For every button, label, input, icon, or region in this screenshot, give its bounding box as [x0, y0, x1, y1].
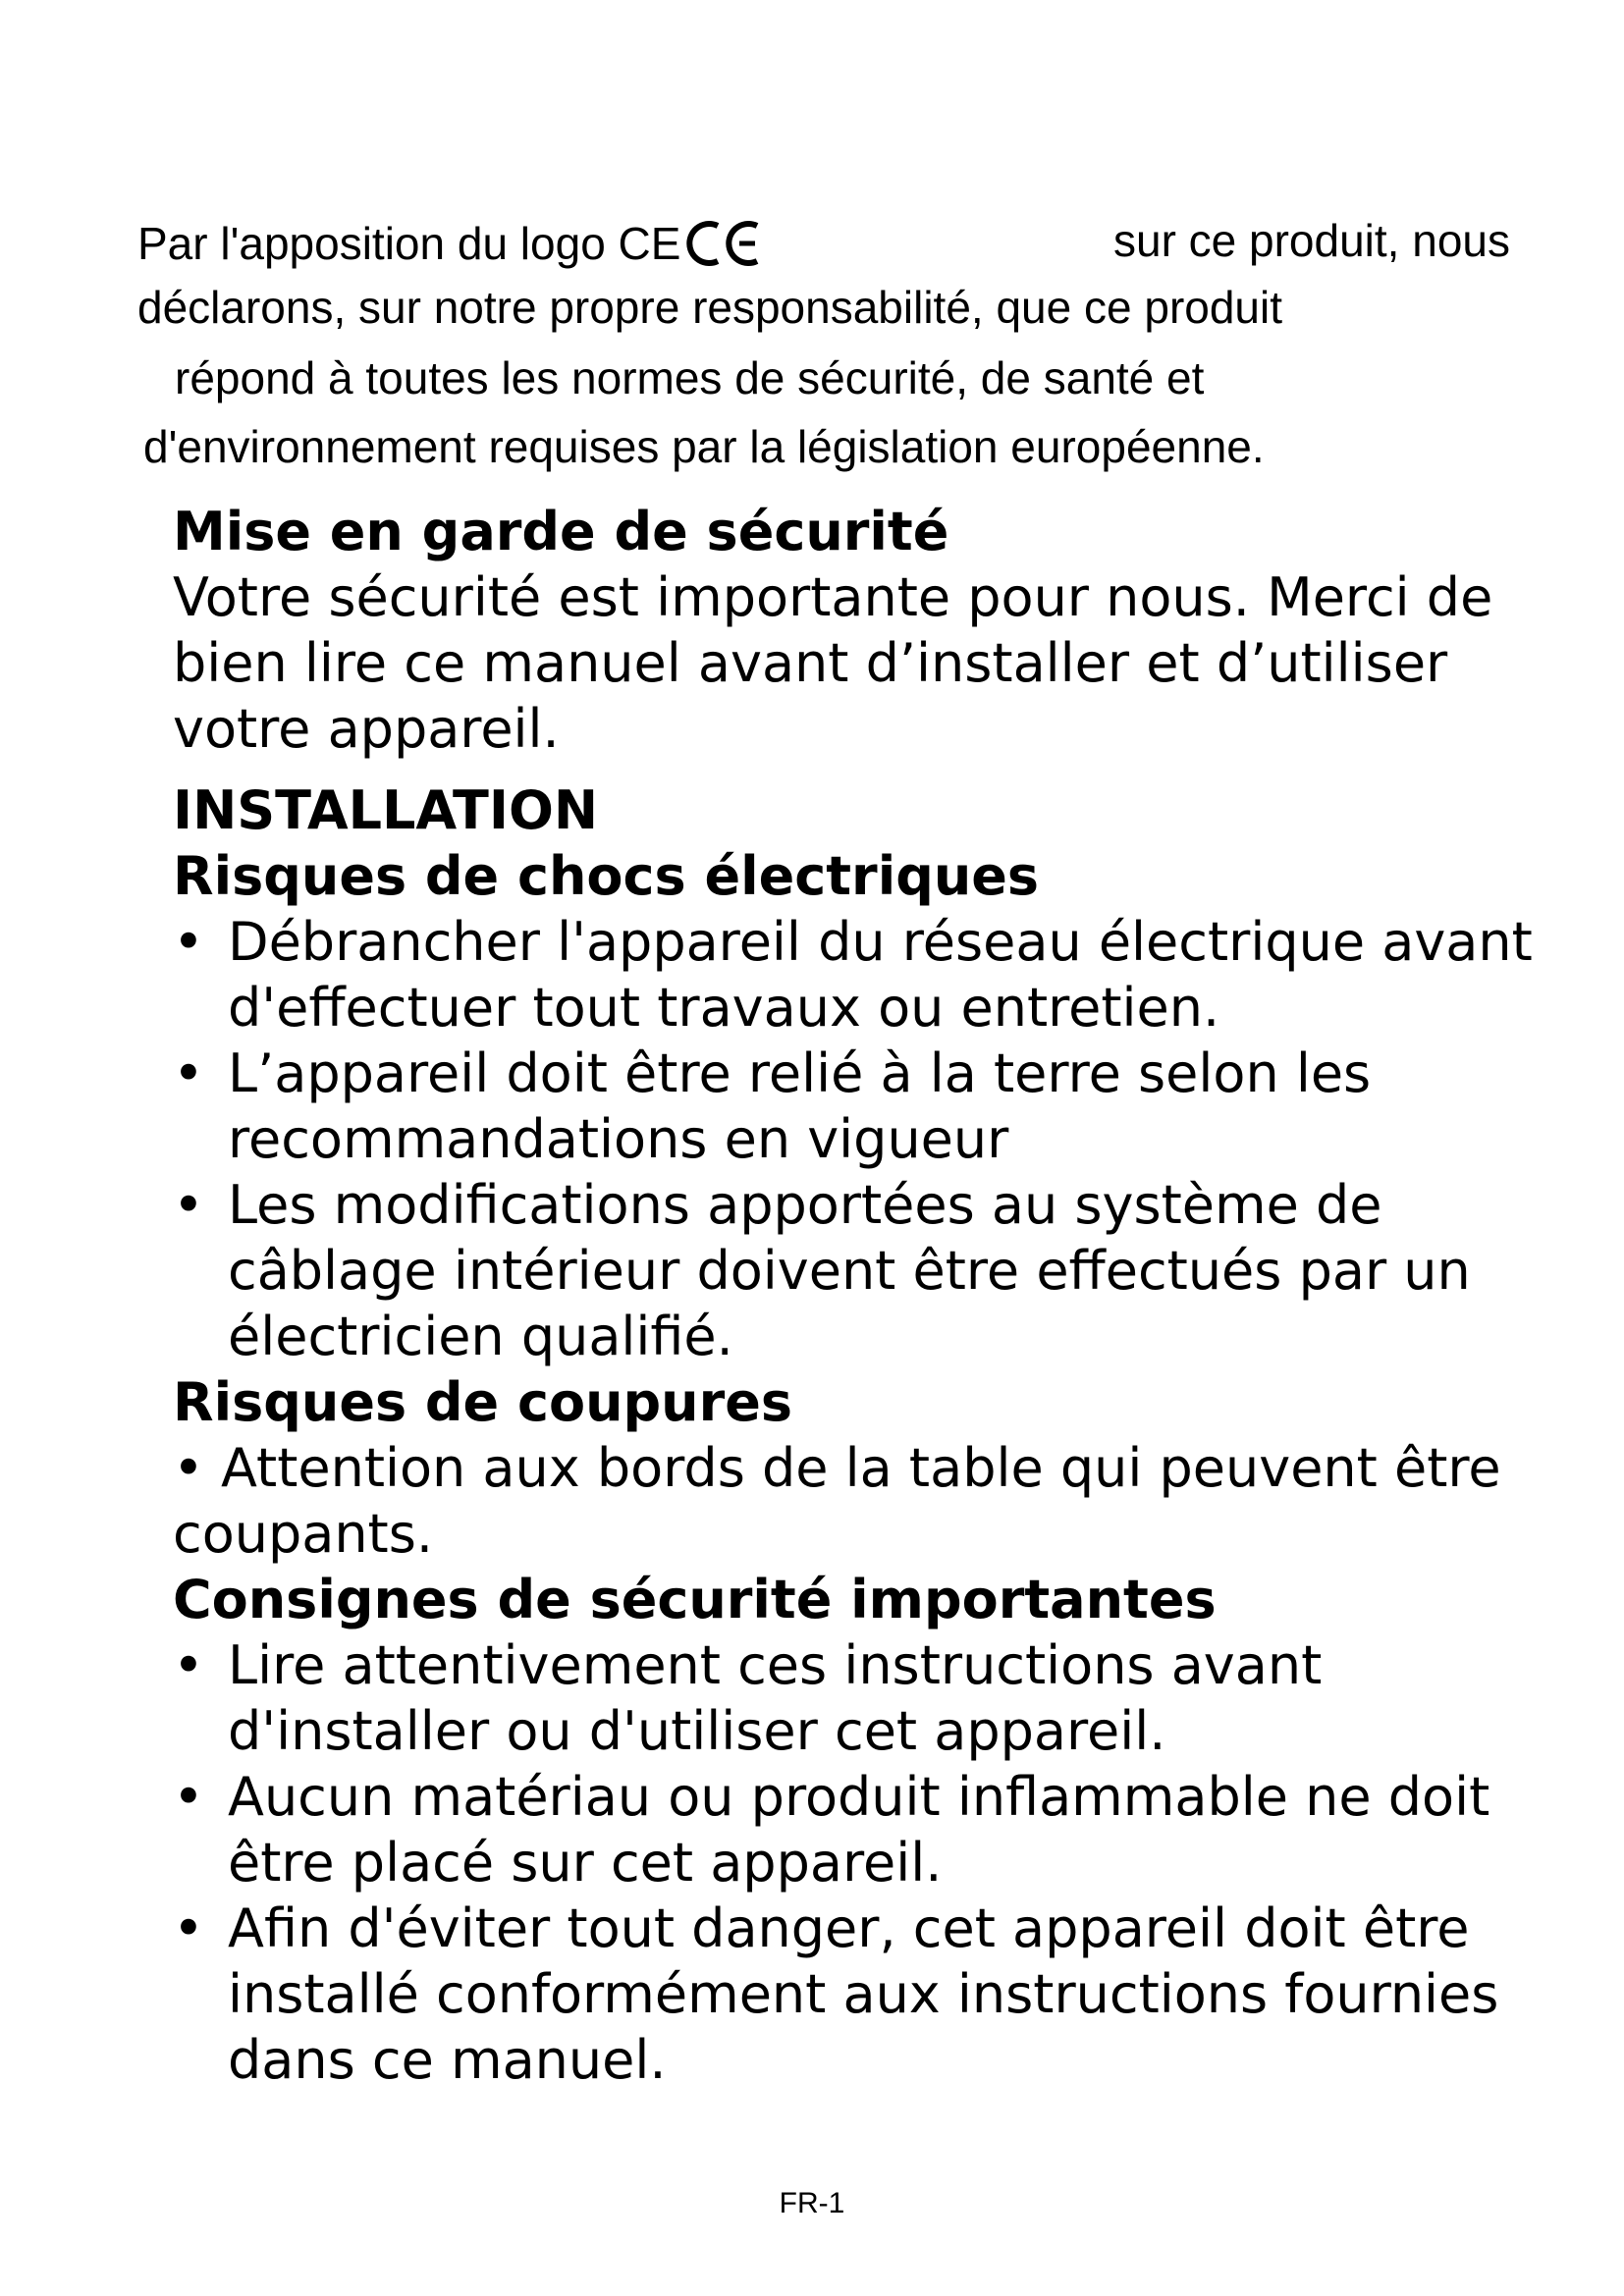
- declaration-line-1: [137, 215, 1510, 269]
- list-item-text: Afin d'éviter tout danger, cet appareil doit être installé conformément aux instructions fournies dans ce manuel.: [228, 1897, 1499, 2091]
- list-item: [173, 1041, 1547, 1172]
- list-item: [173, 1764, 1547, 1896]
- list-item-text: L’appareil doit être relié à la terre selon les recommandations en vigueur: [228, 1042, 1372, 1170]
- ce-logo-icon: [684, 218, 802, 269]
- important-instructions-title: Consignes de sécurité importantes: [173, 1569, 1217, 1630]
- safety-warning-title: Mise en garde de sécurité: [173, 501, 949, 562]
- safety-warning-text: Votre sécurité est importante pour nous. Merci de bien lire ce manuel avant d’installer et d’utiliser votre appareil.: [173, 566, 1493, 760]
- declaration-line-2: déclarons, sur notre propre responsabilité, que ce produit: [137, 282, 1283, 333]
- list-item: [173, 1172, 1547, 1369]
- electric-shock-title: Risques de chocs électriques: [173, 845, 1040, 907]
- bullet-icon: •: [173, 911, 204, 973]
- installation-title: INSTALLATION: [173, 779, 599, 841]
- list-item-text: Lire attentivement ces instructions avant d'installer ou d'utiliser cet appareil.: [228, 1634, 1323, 1762]
- list-item-text: Débrancher l'appareil du réseau électrique avant d'effectuer tout travaux ou entretien.: [228, 911, 1533, 1039]
- bullet-icon: •: [173, 1042, 204, 1104]
- page-number: FR-1: [779, 2187, 845, 2219]
- bullet-icon: •: [173, 1174, 204, 1236]
- bullet-icon: •: [173, 1437, 204, 1499]
- safety-content: [173, 499, 1547, 2093]
- declaration-text-before-logo: Par l'apposition du logo CE: [137, 218, 681, 269]
- declaration-line-3: répond à toutes les normes de sécurité, de santé et: [175, 352, 1205, 403]
- list-item: [173, 909, 1547, 1041]
- list-item-text: Aucun matériau ou produit inflammable ne doit être placé sur cet appareil.: [228, 1766, 1490, 1894]
- bullet-icon: •: [173, 1766, 204, 1828]
- bullet-icon: •: [173, 1634, 204, 1696]
- list-item: [173, 1435, 1547, 1567]
- declaration-text-after-logo: sur ce produit, nous: [1112, 215, 1510, 266]
- list-item: [173, 1632, 1547, 1764]
- list-item-text: Attention aux bords de la table qui peuvent être coupants.: [173, 1437, 1501, 1565]
- list-item-text: Les modifications apportées au système de câblage intérieur doivent être effectués par un électricien qualifié.: [228, 1174, 1471, 1367]
- list-item: [173, 1896, 1547, 2093]
- bullet-icon: •: [173, 1897, 204, 1959]
- cuts-title: Risques de coupures: [173, 1371, 793, 1433]
- declaration-line-4: d'environnement requises par la législation européenne.: [143, 421, 1265, 472]
